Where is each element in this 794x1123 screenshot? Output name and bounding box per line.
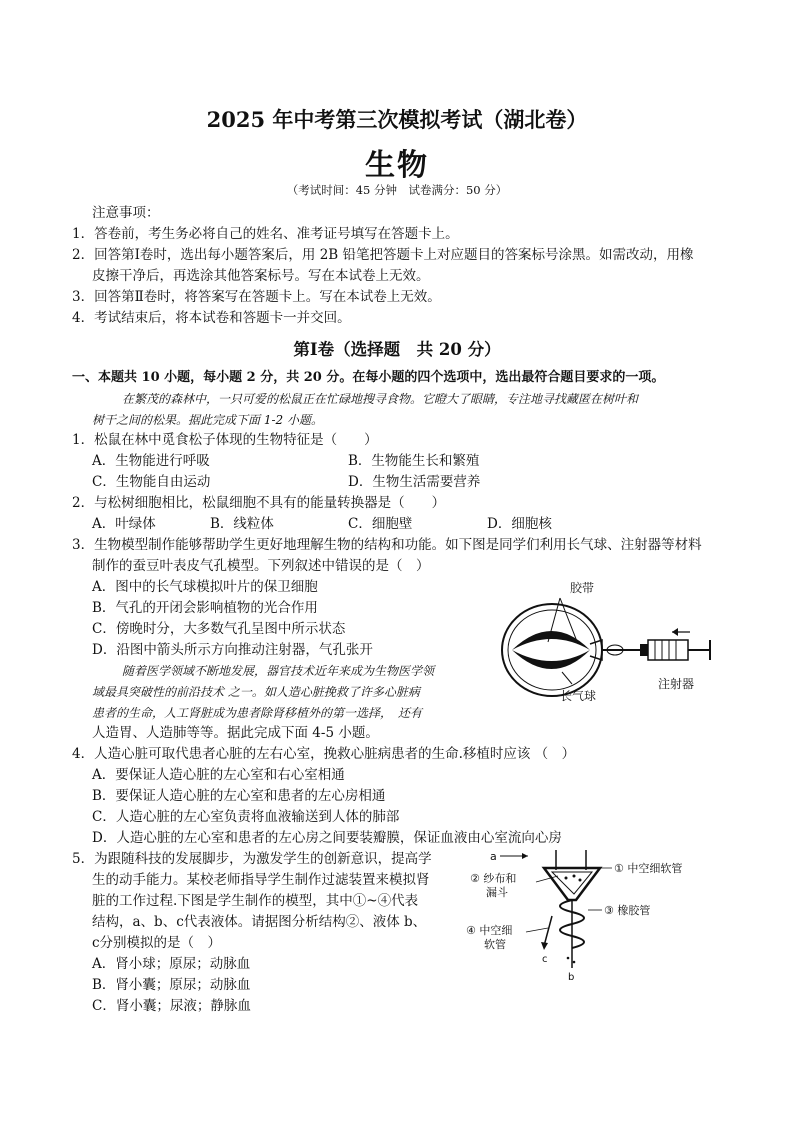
liquid-a-label: a: [490, 850, 497, 863]
note-item: 皮擦干净后，再选涂其他答案标号。写在本试卷上无效。: [92, 268, 430, 284]
structure-3-label: ③ 橡胶管: [604, 904, 651, 917]
q2-option-d: D．细胞核: [487, 516, 552, 532]
question-2-stem: 2．与松树细胞相比，松鼠细胞不具有的能量转换器是（ ）: [72, 495, 446, 511]
question-1-stem: 1．松鼠在林中觅食松子体现的生物特征是（ ）: [72, 432, 378, 448]
passage-1-line-2: 树干之间的松果。据此完成下面 1-2 小题。: [92, 413, 323, 427]
upper-guard-cell: [512, 631, 590, 650]
passage-2-line-1: 随着医学领域不断地发展，器官技术近年来成为生物医学领: [122, 664, 435, 678]
q3-option-b: B．气孔的开闭会影响植物的光合作用: [92, 600, 318, 616]
note-item: 1．答卷前，考生务必将自己的姓名、准考证号填写在答题卡上。: [72, 226, 459, 242]
note-item: 2．回答第Ⅰ卷时，选出每小题答案后，用 2B 铅笔把答题卡上对应题目的答案标号涂黑。如需改动，用橡: [72, 247, 694, 263]
balloon-label: 长气球: [560, 689, 597, 703]
structure-2-label: ② 纱布和: [470, 872, 517, 885]
passage-2-line-4: 人造胃、人造肺等等。据此完成下面 4-5 小题。: [92, 725, 379, 741]
question-5-stem-line-4: 结构，a、b、c代表液体。请据图分析结构②、液体 b、: [92, 914, 427, 930]
tape-label: 胶带: [570, 581, 595, 595]
liquid-b-label: b: [568, 972, 575, 983]
structure-1-label: ① 中空细软管: [614, 862, 683, 875]
lower-guard-cell: [512, 650, 590, 669]
q5-option-b: B．肾小囊；原尿；动脉血: [92, 977, 251, 993]
question-5-stem-line-5: c分别模拟的是（ ）: [92, 935, 222, 951]
label-4-pointer: [526, 928, 548, 932]
question-5-stem-line-1: 5．为跟随科技的发展脚步，为激发学生的创新意识，提高学: [72, 851, 432, 867]
note-item: 4．考试结束后，将本试卷和答题卡一并交回。: [72, 310, 351, 326]
question-3-stem-line-2: 制作的蚕豆叶表皮气孔模型。下列叙述中错误的是（ ）: [92, 558, 430, 574]
balloon-inner-outline: [508, 610, 596, 690]
stomata-model-figure: [490, 572, 715, 712]
section-heading: 第Ⅰ卷（选择题 共 20 分）: [293, 340, 501, 359]
outlet-c-tube: [544, 916, 552, 946]
q1-option-a: A．生物能进行呼吸: [92, 453, 210, 469]
syringe-label: 注射器: [658, 677, 695, 691]
question-3-stem-line-1: 3．生物模型制作能够帮助学生更好地理解生物的结构和功能。如下图是同学们利用长气球、注射器等材料: [72, 537, 702, 553]
particle: [579, 879, 582, 882]
notes-heading: 注意事项：: [92, 205, 160, 221]
particle: [565, 877, 568, 880]
q1-option-b: B．生物能生长和繁殖: [348, 453, 480, 469]
outlet-c-arrow: [541, 942, 548, 950]
gauze: [552, 872, 592, 894]
passage-2-line-3: 患者的生命，人工肾脏成为患者除肾移植外的第一选择， 还有: [92, 706, 423, 720]
q3-option-c: C．傍晚时分，大多数气孔呈图中所示状态: [92, 621, 346, 637]
syringe-barrel: [648, 640, 688, 660]
q2-option-b: B．线粒体: [210, 516, 274, 532]
droplet: [573, 961, 576, 964]
q4-option-a: A．要保证人造心脏的左心室和右心室相通: [92, 767, 345, 783]
q4-option-d: D．人造心脏的左心室和患者的左心房之间要装瓣膜，保证血液由心室流向心房: [92, 830, 562, 846]
syringe-tip: [640, 644, 648, 656]
q3-option-a: A．图中的长气球模拟叶片的保卫细胞: [92, 579, 318, 595]
q2-option-a: A．叶绿体: [92, 516, 156, 532]
exam-title: 2025 年中考第三次模拟考试（湖北卷）: [206, 107, 588, 132]
q3-option-d: D．沿图中箭头所示方向推动注射器，气孔张开: [92, 642, 373, 658]
subject-title: 生物: [365, 148, 429, 183]
q1-option-d: D．生物生活需要营养: [348, 474, 481, 490]
note-item: 3．回答第Ⅱ卷时，将答案写在答题卡上。写在本试卷上无效。: [72, 289, 441, 305]
structure-4-label: ④ 中空细: [466, 924, 513, 937]
droplet: [567, 957, 570, 960]
balloon-outline: [502, 604, 602, 696]
q2-option-c: C．细胞壁: [348, 516, 413, 532]
liquid-c-label: c: [542, 954, 548, 965]
q5-option-a: A．肾小球；原尿；动脉血: [92, 956, 251, 972]
q4-option-c: C．人造心脏的左心室负责将血液输送到人体的肺部: [92, 809, 400, 825]
question-5-stem-line-2: 生的动手能力。某校老师指导学生制作过滤装置来模拟肾: [92, 872, 430, 888]
section-instruction: 一、本题共 10 小题，每小题 2 分，共 20 分。在每小题的四个选项中，选出最符合题目要求的一项。: [72, 370, 665, 385]
kidney-model-figure: [464, 846, 714, 986]
exam-meta: （考试时间：45 分钟 试卷满分：50 分）: [286, 183, 508, 197]
arrow-head: [672, 628, 678, 636]
passage-2-line-2: 域最具突破性的前沿技术 之一。如人造心脏挽救了许多心脏病: [92, 685, 420, 699]
balloon-pointer: [562, 672, 572, 684]
structure-4-label-cont: 软管: [484, 938, 506, 951]
q4-option-b: B．要保证人造心脏的左心室和患者的左心房相通: [92, 788, 386, 804]
question-5-stem-line-3: 脏的工作过程.下图是学生制作的模型，其中①~④代表: [92, 893, 419, 909]
passage-1-line-1: 在繁茂的森林中，一只可爱的松鼠正在忙碌地搜寻食物。它瞪大了眼睛，专注地寻找藏匿在树叶和: [122, 392, 639, 406]
question-4-stem: 4．人造心脏可取代患者心脏的左右心室，挽救心脏病患者的生命.移植时应该 （ ）: [72, 746, 576, 762]
particle: [573, 875, 576, 878]
q5-option-c: C．肾小囊；尿液；静脉血: [92, 998, 251, 1014]
inlet-arrow-head: [522, 853, 528, 859]
q1-option-c: C．生物能自由运动: [92, 474, 211, 490]
structure-2-label-cont: 漏斗: [486, 886, 508, 899]
